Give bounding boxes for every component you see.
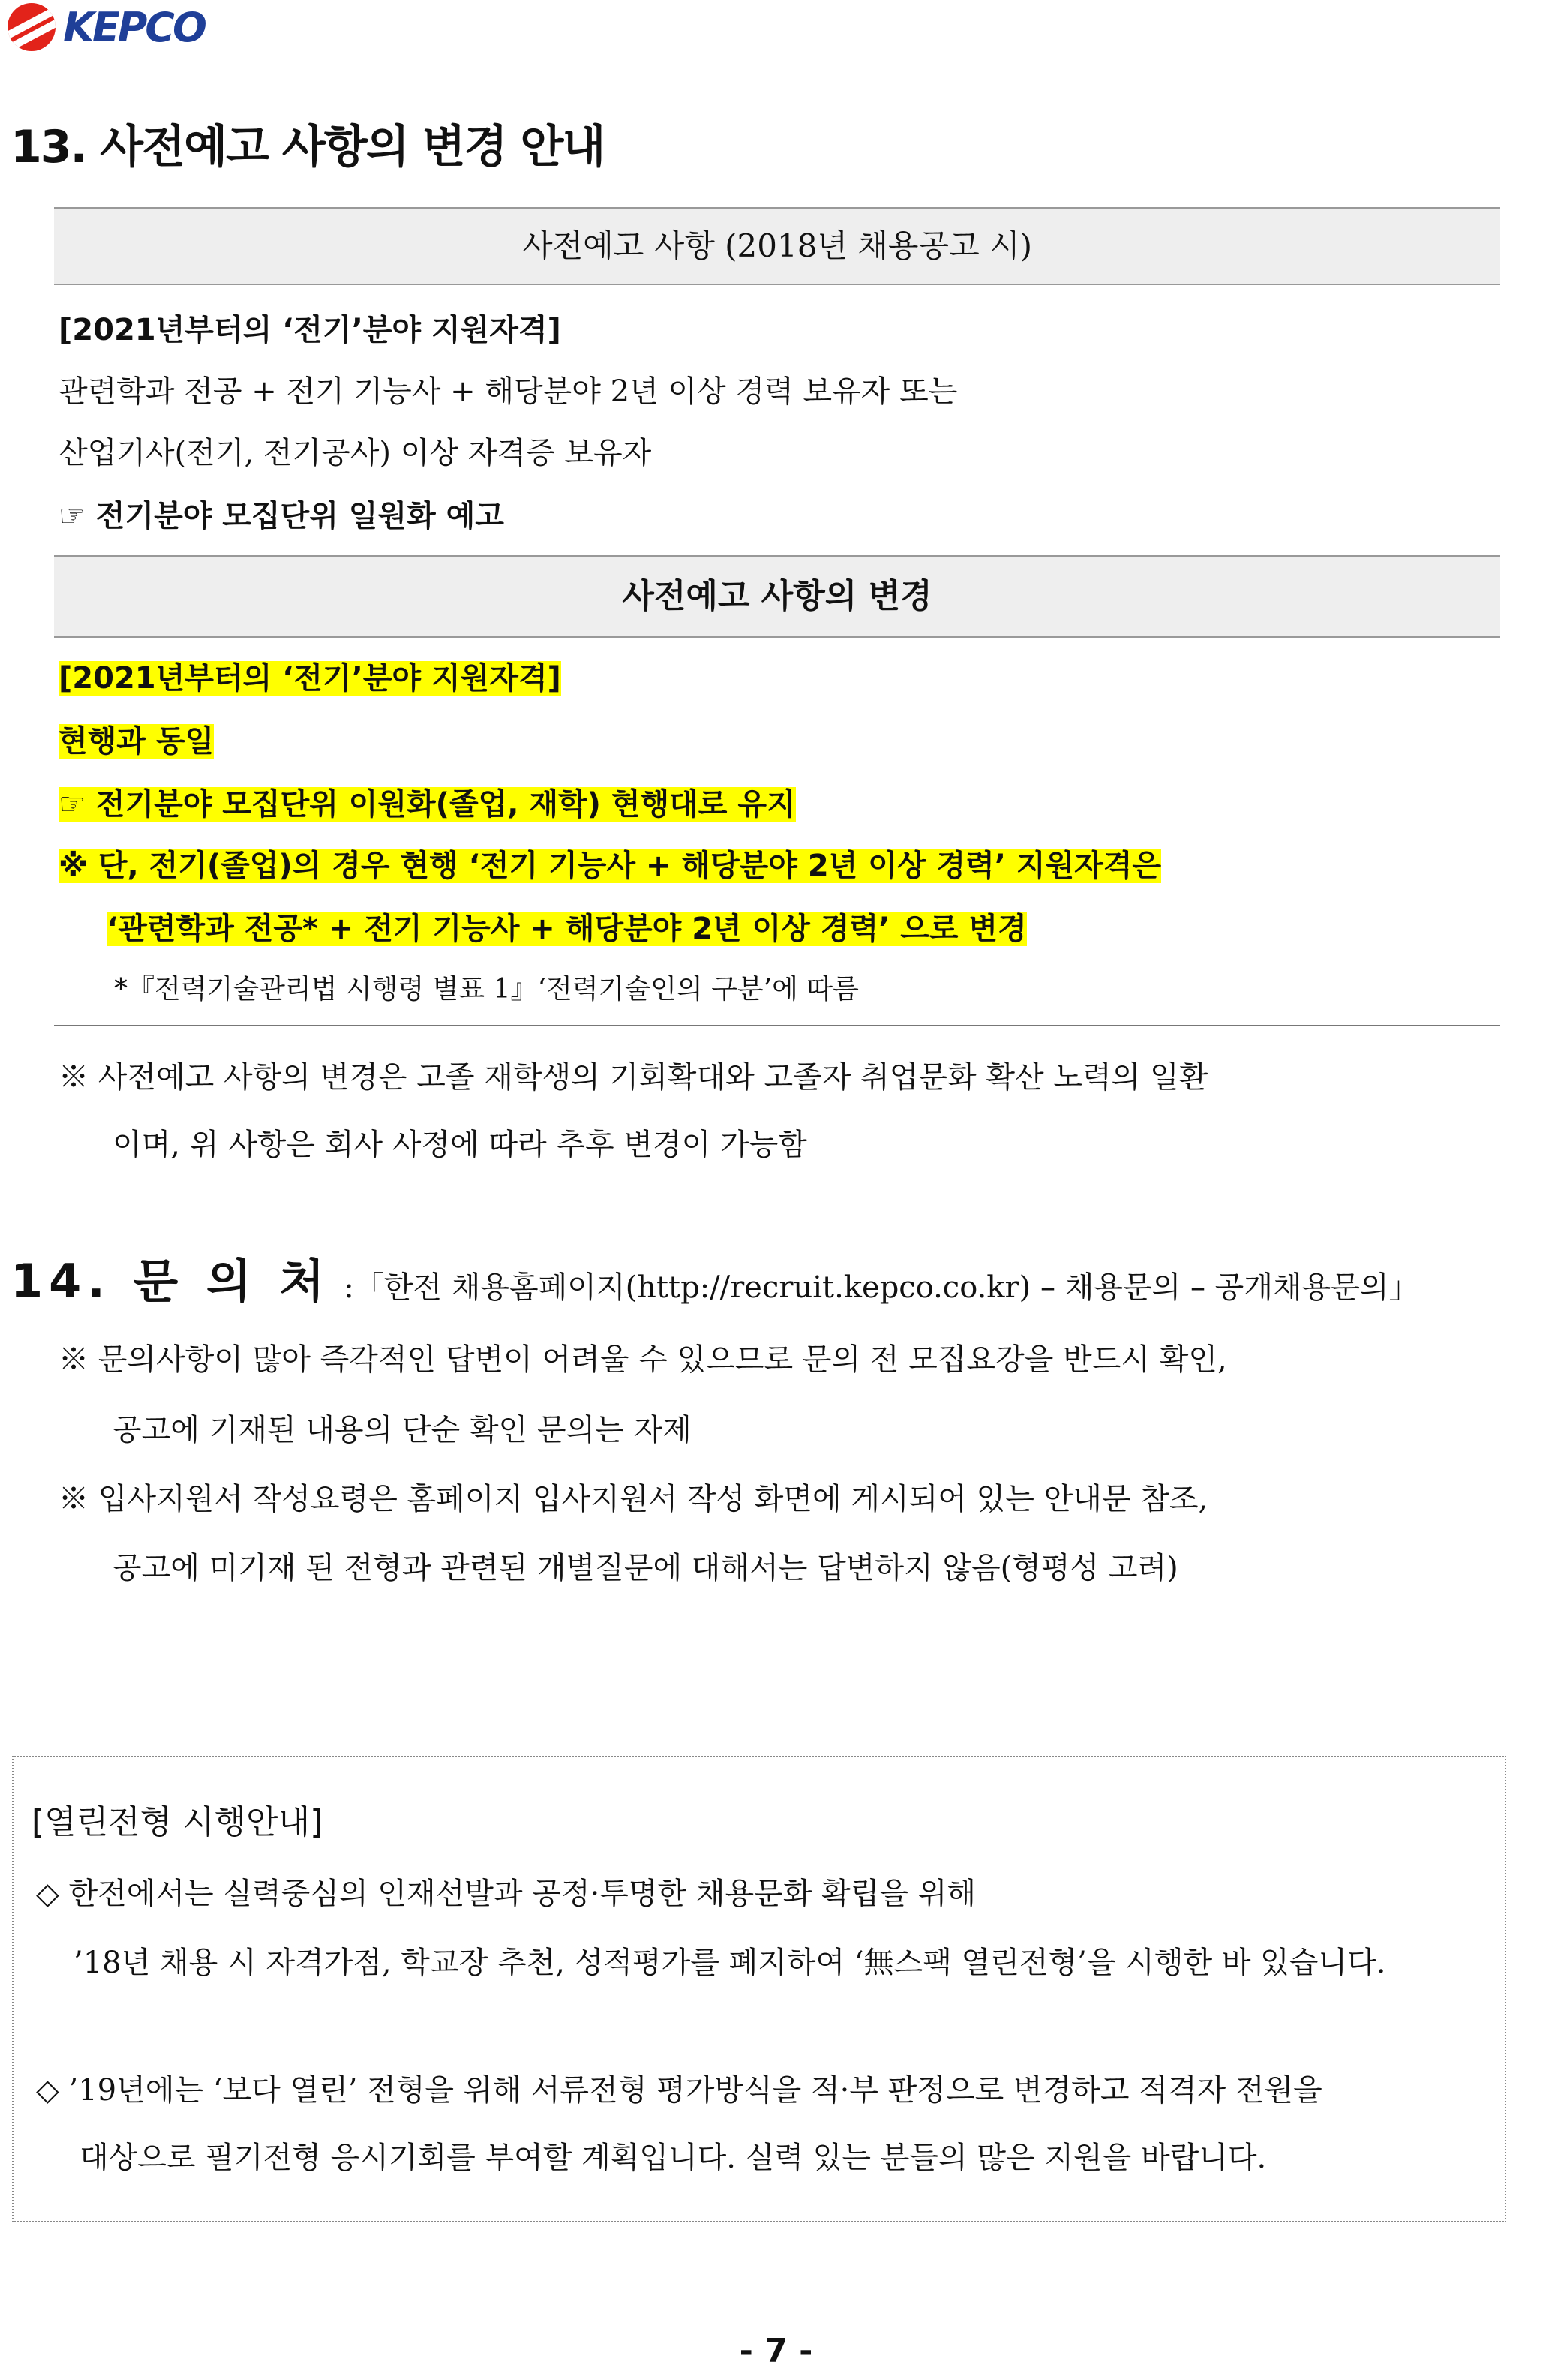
change-line-4: ‘관련학과 전공* + 전기 기능사 + 해당분야 2년 이상 경력’ 으로 변경 (107, 912, 1027, 946)
section-14-heading (11, 1244, 1419, 1311)
prev-note: ☞ 전기분야 모집단위 일원화 예고 (59, 499, 504, 533)
open-hiring-item-2-line-2: 대상으로 필기전형 응시기회를 부여할 계획입니다. 실력 있는 분들의 많은 지원을 바랍니다. (80, 2141, 1267, 2175)
inquiry-note-1-line-1: ※ 문의사항이 많아 즉각적인 답변이 어려울 수 있으므로 문의 전 모집요강을 반드시 확인, (59, 1342, 1227, 1377)
change-header-text: 사전예고 사항의 변경 (622, 577, 932, 615)
open-hiring-notice-box (12, 1756, 1506, 2222)
kepco-logo (8, 3, 205, 51)
open-hiring-item-1-line-2: ’18년 채용 시 자격가점, 학교장 추천, 성적평가를 폐지하여 ‘無스팩 열린전형’을 시행한 바 있습니다. (74, 1946, 1386, 1980)
change-line-3: ※ 단, 전기(졸업)의 경우 현행 ‘전기 기능사 + 해당분야 2년 이상 경력’ 지원자격은 (59, 849, 1162, 883)
prev-subtitle: [2021년부터의 ‘전기’분야 지원자격] (59, 313, 561, 347)
prev-notice-header-text: 사전예고 사항 (2018년 채용공고 시) (522, 227, 1032, 264)
logo-text: KEPCO (63, 3, 205, 51)
remark-line-1: ※ 사전예고 사항의 변경은 고졸 재학생의 기회확대와 고졸자 취업문화 확산 노력의 일환 (59, 1060, 1208, 1095)
open-hiring-item-2-line-1: ◇ ’19년에는 ‘보다 열린’ 전형을 위해 서류전형 평가방식을 적·부 판정으로 변경하고 적격자 전원을 (36, 2073, 1322, 2108)
contact-link[interactable]: :「한전 채용홈페이지(http://recruit.kepco.co.kr) – 채용문의 – 공개채용문의」 (344, 1270, 1419, 1305)
open-hiring-item-1-line-1: ◇ 한전에서는 실력중심의 인재선발과 공정·투명한 채용문화 확립을 위해 (36, 1877, 977, 1911)
change-line-1: 현행과 동일 (59, 724, 215, 759)
inquiry-note-2-line-1: ※ 입사지원서 작성요령은 홈페이지 입사지원서 작성 화면에 게시되어 있는 안내문 참조, (59, 1482, 1208, 1516)
section-13-title: 13. 사전예고 사항의 변경 안내 (11, 121, 605, 173)
page-number: - 7 - (739, 2332, 813, 2370)
inquiry-note-1-line-2: 공고에 기재된 내용의 단순 확인 문의는 자제 (113, 1413, 692, 1447)
prev-notice-header (54, 207, 1500, 285)
section-divider (54, 1025, 1500, 1026)
remark-line-2: 이며, 위 사항은 회사 사정에 따라 추후 변경이 가능함 (113, 1128, 807, 1162)
section-14-title: 14. 문 의 처 (11, 1254, 331, 1309)
change-footnote: *『전력기술관리법 시행령 별표 1』‘전력기술인의 구분’에 따름 (114, 974, 859, 1005)
change-subtitle: [2021년부터의 ‘전기’분야 지원자격] (59, 661, 561, 696)
prev-line-1: 관련학과 전공 + 전기 기능사 + 해당분야 2년 이상 경력 보유자 또는 (59, 374, 958, 409)
change-line-2: ☞ 전기분야 모집단위 이원화(졸업, 재학) 현행대로 유지 (59, 787, 796, 822)
kepco-emblem-icon (8, 3, 56, 51)
change-header (54, 555, 1500, 638)
inquiry-note-2-line-2: 공고에 미기재 된 전형과 관련된 개별질문에 대해서는 답변하지 않음(형평성 고려) (113, 1551, 1178, 1585)
prev-line-2: 산업기사(전기, 전기공사) 이상 자격증 보유자 (59, 436, 652, 470)
open-hiring-title: [열린전형 시행안내] (32, 1803, 323, 1841)
